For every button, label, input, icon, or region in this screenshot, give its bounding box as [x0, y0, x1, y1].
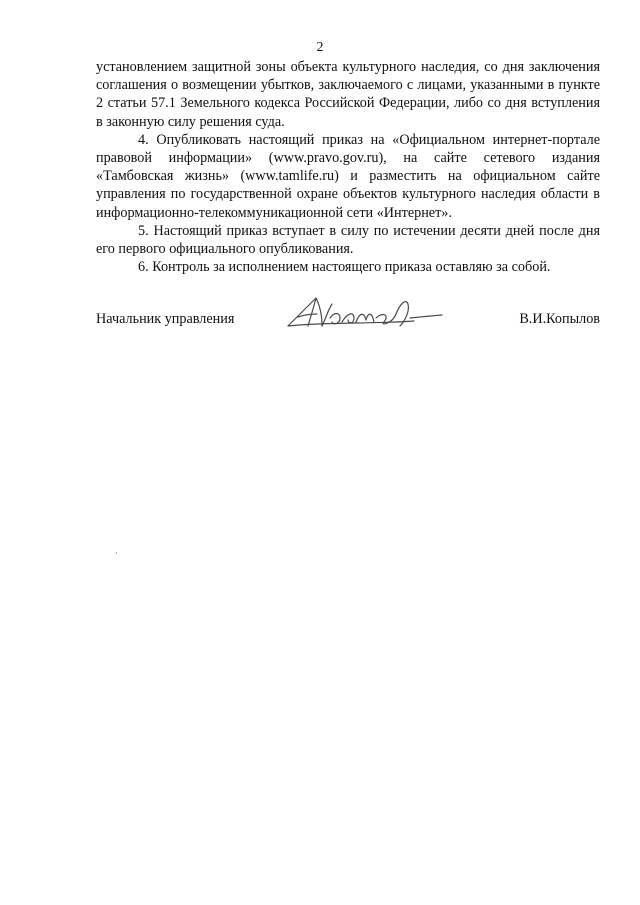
- paragraph-continuation: установлением защитной зоны объекта культурного наследия, со дня заключения соглашения о возмещении убытков, заключаемого с лицами, указанными в пункте 2 статьи 57.1 Земельного кодекса Российской Федерации, либо со дня вступления в законную силу решения суда.: [96, 59, 600, 130]
- scan-speck: [116, 552, 117, 554]
- document-body: [96, 58, 600, 276]
- page-number: 2: [316, 40, 324, 55]
- signatory-title: Начальник управления: [96, 311, 235, 327]
- paragraph-item-5: 5. Настоящий приказ вступает в силу по истечении десяти дней после дня его первого официального опубликования.: [96, 222, 600, 258]
- paragraph-item-4: 4. Опубликовать настоящий приказ на «Официальном интернет-портале правовой информации» (www.pravo.gov.ru), на сайте сетевого издания «Тамбовская жизнь» (www.tamlife.ru) и разместить на официальном сайте управления по государственной охране объектов культурного наследия области в информационно-телекоммуникационной сети «Интернет».: [96, 131, 600, 221]
- signature-block: [96, 290, 600, 340]
- handwritten-signature: [284, 292, 456, 336]
- paragraph-item-6: 6. Контроль за исполнением настоящего приказа оставляю за собой.: [138, 259, 551, 276]
- signatory-name: В.И.Копылов: [519, 311, 600, 327]
